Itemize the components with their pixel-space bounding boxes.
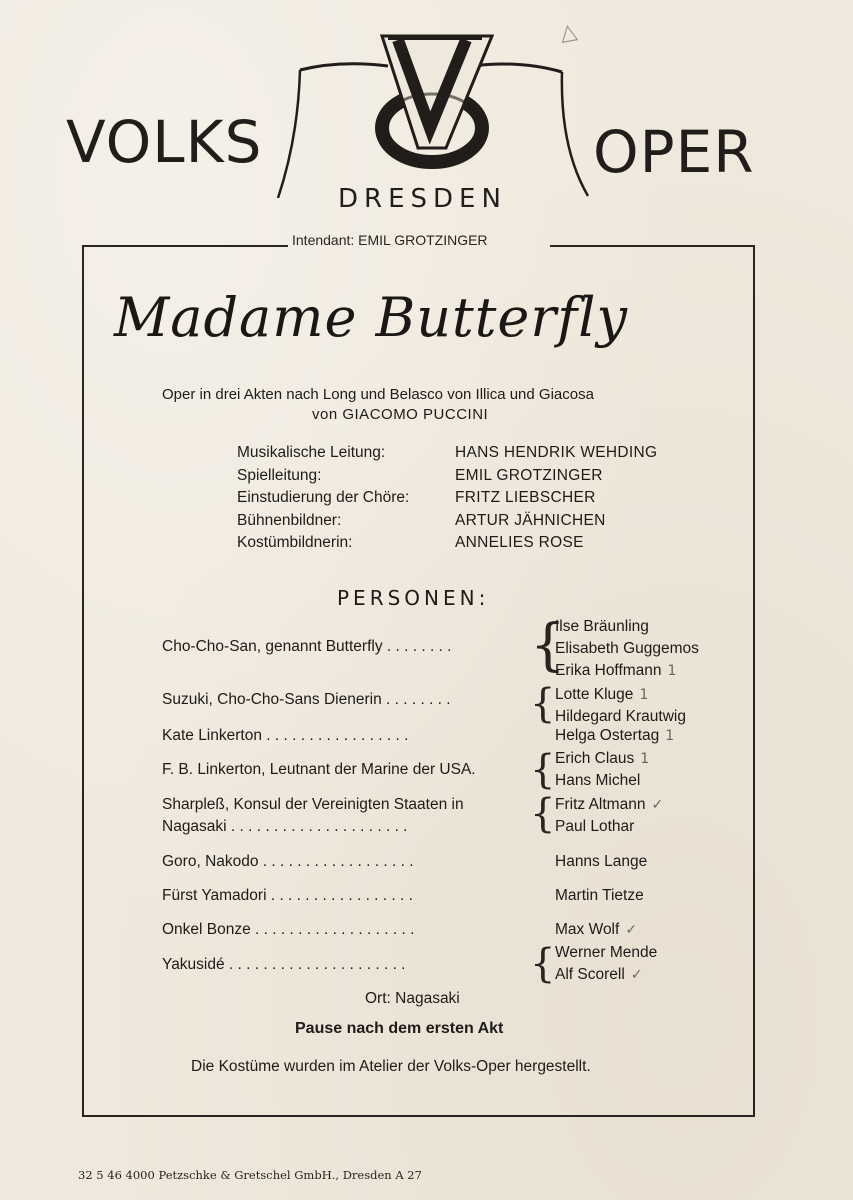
cast-singers [555, 748, 649, 792]
singer-name: Helga Ostertag 1 [555, 727, 675, 744]
pencil-mark: 1 [665, 728, 675, 744]
cast-singers [555, 942, 663, 986]
printer-imprint: 32 5 46 4000 Petzschke & Gretschel GmbH., Dresden A 27 [78, 1168, 422, 1182]
singer-name: Fritz Altmann ✓ [555, 796, 664, 813]
production-credits [237, 444, 657, 557]
vo-monogram-logo [270, 28, 590, 198]
credit-row [237, 489, 657, 512]
cast-role: Goro, Nakodo . . . . . . . . . . . . . . . . . . [162, 853, 414, 870]
credit-name: ANNELIES ROSE [455, 534, 584, 551]
singer-name: Hanns Lange [555, 853, 648, 870]
singer-name: Hans Michel [555, 772, 641, 789]
composer-line: von GIACOMO PUCCINI [312, 406, 489, 423]
cast-singers [555, 794, 663, 838]
singer-name: Ilse Bräunling [555, 618, 649, 635]
cast-role: Yakusidé . . . . . . . . . . . . . . . . . . . . . [162, 956, 406, 973]
brace-glyph: { [530, 941, 556, 987]
cast-role: F. B. Linkerton, Leutnant der Marine der USA. [162, 761, 476, 778]
cast-singers [555, 885, 650, 907]
header-volks: VOLKS [66, 108, 263, 176]
credit-name: HANS HENDRIK WEHDING [455, 444, 658, 461]
pencil-mark: 1 [639, 687, 649, 703]
credit-role: Spielleitung: [237, 466, 322, 484]
cast-singers [555, 684, 692, 728]
credit-role: Einstudierung der Chöre: [237, 489, 410, 506]
cast-role: Suzuki, Cho-Cho-Sans Dienerin . . . . . . . . [162, 691, 451, 708]
intendant-line: Intendant: EMIL GROTZINGER [292, 232, 488, 248]
credit-row [237, 534, 657, 557]
credit-role: Musikalische Leitung: [237, 444, 386, 461]
singer-name: Alf Scorell ✓ [555, 966, 643, 983]
pencil-triangle-mark: △ [557, 18, 579, 47]
personen-heading: PERSONEN: [337, 586, 490, 610]
cast-role: Cho-Cho-San, genannt Butterfly . . . . . . . . [162, 638, 452, 655]
credit-name: ARTUR JÄHNICHEN [455, 511, 606, 529]
singer-name: Paul Lothar [555, 818, 635, 835]
credit-name: FRITZ LIEBSCHER [455, 489, 596, 506]
credit-row [237, 444, 657, 467]
singer-name: Erich Claus 1 [555, 750, 650, 767]
intermission-note: Pause nach dem ersten Akt [295, 1020, 504, 1037]
cast-singers [555, 725, 674, 747]
credit-name: EMIL GROTZINGER [455, 466, 603, 484]
singer-name: Hildegard Krautwig [555, 708, 686, 725]
location-line: Ort: Nagasaki [365, 990, 460, 1007]
singer-name: Werner Mende [555, 944, 658, 961]
credit-row [237, 467, 657, 490]
brace-glyph: { [530, 613, 566, 678]
singer-name: Erika Hoffmann 1 [555, 662, 677, 679]
cast-singers [555, 851, 653, 873]
cast-role: Fürst Yamadori . . . . . . . . . . . . . . . . . [162, 887, 413, 904]
cast-singers [555, 919, 637, 941]
costume-note: Die Kostüme wurden im Atelier der Volks-Oper hergestellt. [191, 1058, 591, 1075]
cast-role: Sharpleß, Konsul der Vereinigten Staaten in Nagasaki . . . . . . . . . . . . . . . . . . . . . [162, 796, 464, 835]
pencil-mark: ✓ [630, 967, 643, 983]
singer-name: Max Wolf ✓ [555, 921, 638, 938]
credit-row [237, 512, 657, 535]
singer-name: Lotte Kluge 1 [555, 686, 649, 703]
cast-role: Kate Linkerton . . . . . . . . . . . . . . . . . [162, 727, 409, 744]
singer-name: Elisabeth Guggemos [555, 640, 699, 657]
opera-subtitle: Oper in drei Akten nach Long und Belasco von Illica und Giacosa [162, 386, 594, 403]
header-city: DRESDEN [338, 184, 507, 214]
pencil-mark: ✓ [625, 922, 638, 938]
pencil-mark: 1 [640, 751, 650, 767]
pencil-mark: ✓ [651, 797, 664, 813]
singer-name: Martin Tietze [555, 887, 644, 904]
cast-role: Onkel Bonze . . . . . . . . . . . . . . . . . . . [162, 921, 415, 938]
credit-role: Bühnenbildner: [237, 511, 342, 529]
brace-glyph: { [530, 681, 556, 727]
header-oper: OPER [593, 118, 755, 186]
credit-role: Kostümbildnerin: [237, 534, 353, 551]
cast-singers [555, 616, 705, 682]
brace-glyph: { [530, 791, 556, 837]
pencil-mark: 1 [667, 663, 677, 679]
brace-glyph: { [530, 747, 556, 793]
opera-title: Madame Butterfly [114, 286, 628, 349]
